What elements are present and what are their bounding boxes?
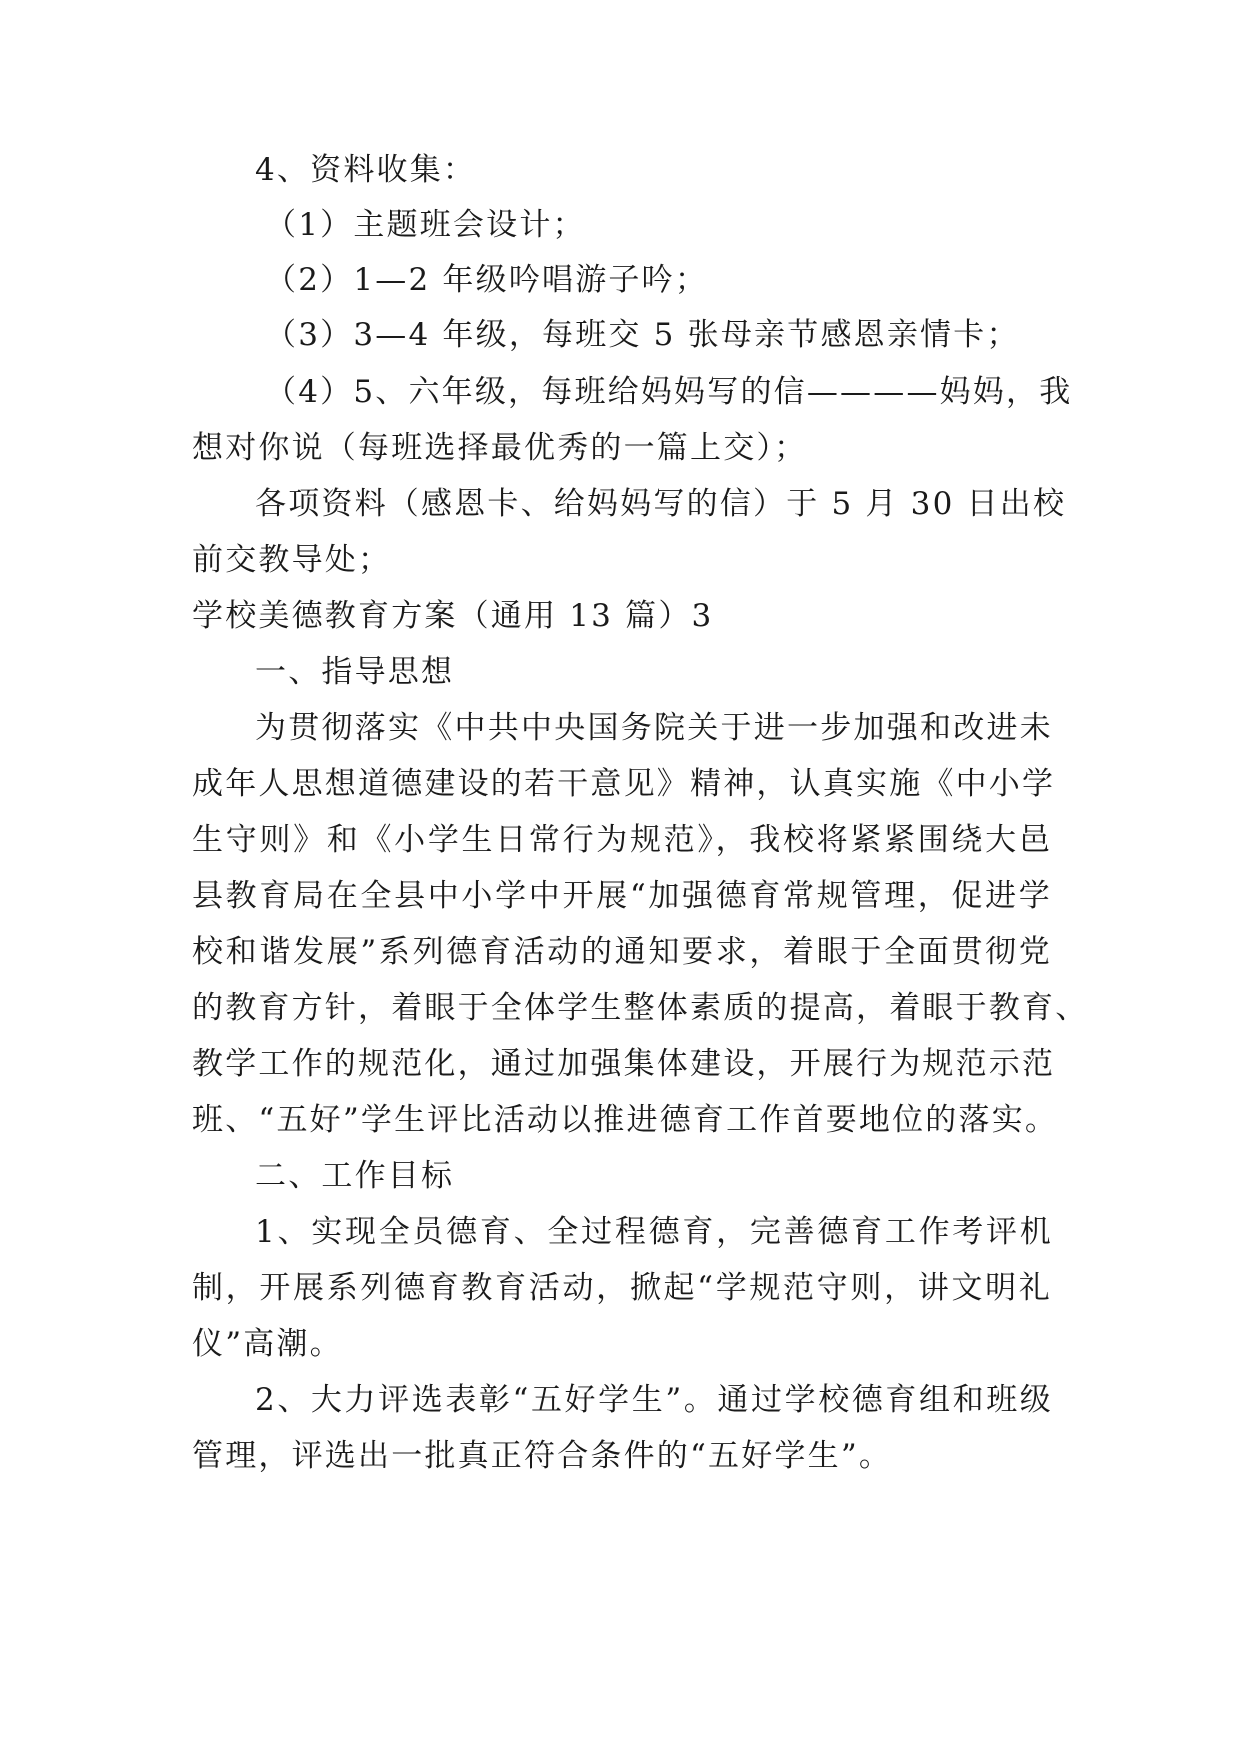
paragraph-line: 2、大力评选表彰“五好学生”。通过学校德育组和班级 (255, 1382, 1053, 1418)
list-item-4: （4）5、六年级，每班给妈妈写的信————妈妈，我 (265, 374, 1073, 410)
paragraph-line: 校和谐发展”系列德育活动的通知要求，着眼于全面贯彻党 (192, 934, 1052, 970)
paragraph-line: 制，开展系列德育教育活动，掀起“学规范守则，讲文明礼 (192, 1270, 1052, 1306)
paragraph-line: 为贯彻落实《中共中央国务院关于进一步加强和改进未 (255, 710, 1053, 746)
list-item-3: （3）3—4 年级，每班交 5 张母亲节感恩亲情卡； (265, 317, 1020, 353)
paragraph-line: 管理，评选出一批真正符合条件的“五好学生”。 (192, 1438, 893, 1474)
paragraph-line: 教学工作的规范化，通过加强集体建设，开展行为规范示范 (192, 1046, 1056, 1082)
paragraph-line: 生守则》和《小学生日常行为规范》，我校将紧紧围绕大邑 (192, 822, 1052, 858)
paragraph-deadline: 各项资料（感恩卡、给妈妈写的信）于 5 月 30 日出校 (255, 486, 1067, 522)
paragraph-line: 县教育局在全县中小学中开展“加强德育常规管理，促进学 (192, 878, 1052, 914)
section-heading-guiding-thought: 一、指导思想 (255, 654, 455, 690)
paragraph-deadline-continued: 前交教导处； (192, 542, 392, 578)
section-heading-materials: 4、资料收集： (255, 152, 477, 188)
document-title: 学校美德教育方案（通用 13 篇）3 (192, 598, 714, 634)
paragraph-line: 1、实现全员德育、全过程德育，完善德育工作考评机 (255, 1214, 1053, 1250)
paragraph-line: 仪”高潮。 (192, 1326, 343, 1362)
list-item-2: （2）1—2 年级吟唱游子吟； (265, 262, 709, 298)
paragraph-line: 的教育方针，着眼于全体学生整体素质的提高，着眼于教育、 (192, 990, 1089, 1026)
paragraph-line: 班、“五好”学生评比活动以推进德育工作首要地位的落实。 (192, 1102, 1059, 1138)
section-heading-goals: 二、工作目标 (255, 1158, 455, 1194)
paragraph-line: 成年人思想道德建设的若干意见》精神，认真实施《中小学 (192, 766, 1056, 802)
list-item-1: （1）主题班会设计； (265, 207, 586, 243)
list-item-4-continued: 想对你说（每班选择最优秀的一篇上交）； (192, 430, 808, 466)
